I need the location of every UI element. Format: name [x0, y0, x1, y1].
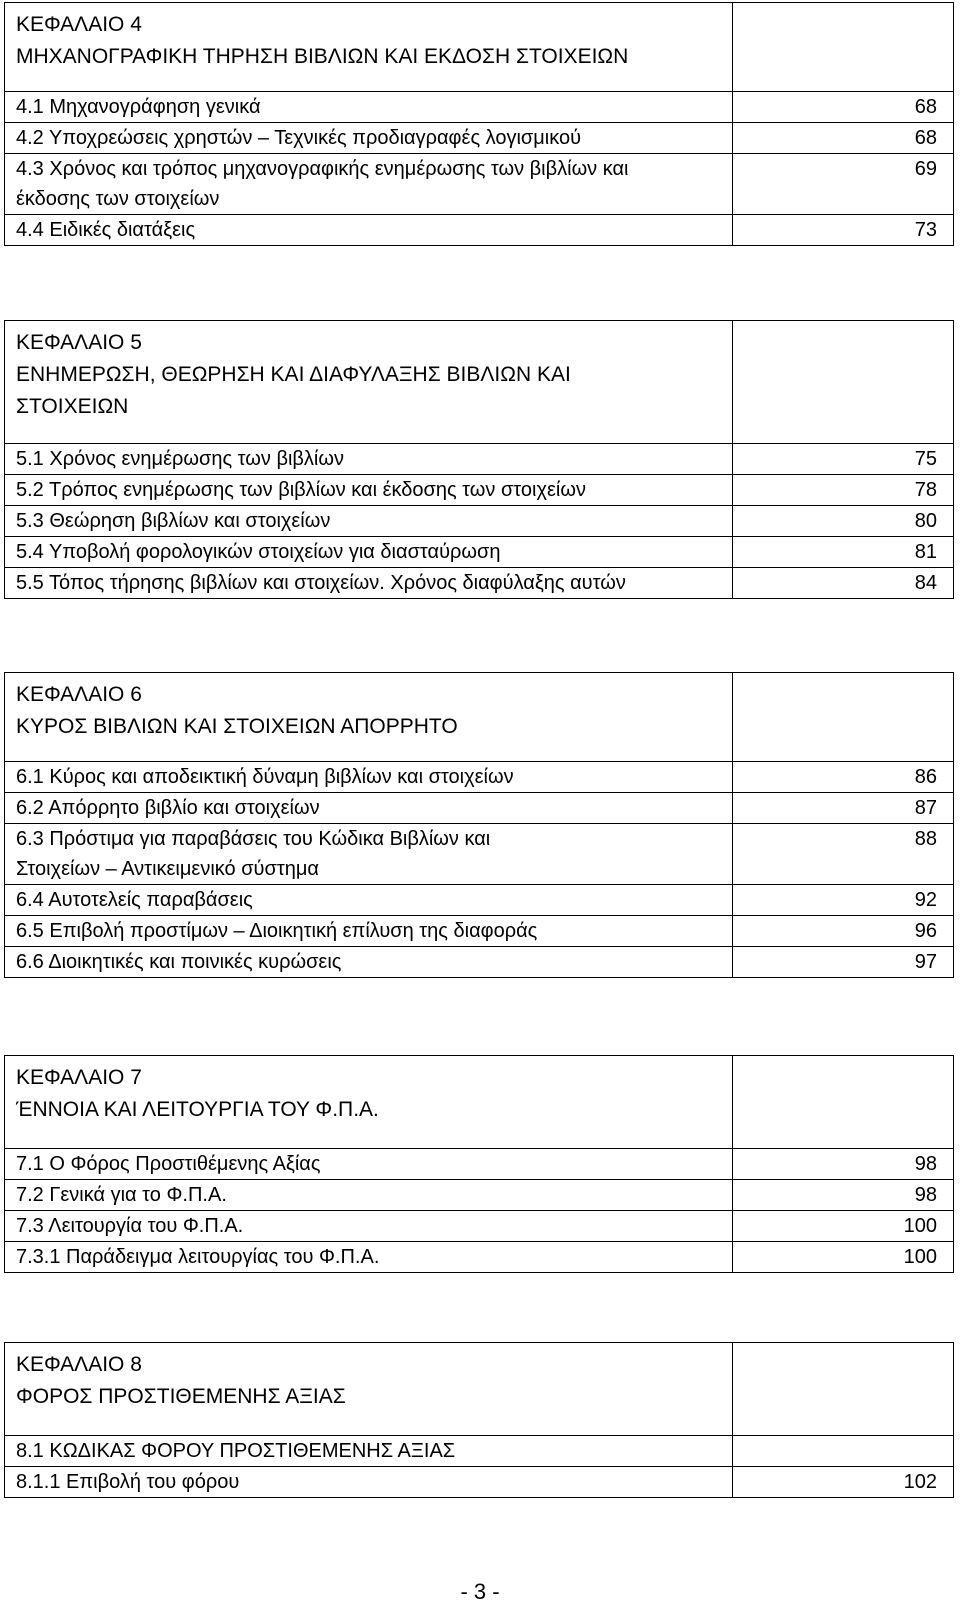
toc-entry-page: 84 — [733, 568, 954, 598]
toc-entry-title: 5.3 Θεώρηση βιβλίων και στοιχείων — [4, 506, 733, 536]
toc-entry-title: 4.3 Χρόνος και τρόπος μηχανογραφικής ενημέρωσης των βιβλίων και έκδοσης των στοιχείων — [4, 154, 733, 214]
toc-entry-title: 5.1 Χρόνος ενημέρωσης των βιβλίων — [4, 444, 733, 474]
toc-entry-row[interactable] — [4, 947, 954, 978]
toc-entry-row[interactable] — [4, 215, 954, 246]
toc-entry-title: 7.3.1 Παράδειγμα λειτουργίας του Φ.Π.Α. — [4, 1242, 733, 1272]
chapter-heading — [4, 321, 733, 443]
chapter-block — [4, 320, 954, 599]
toc-entry-page: 96 — [733, 916, 954, 946]
toc-entry-title: 6.4 Αυτοτελείς παραβάσεις — [4, 885, 733, 915]
chapter-block — [4, 672, 954, 978]
toc-entry-row[interactable] — [4, 885, 954, 916]
toc-entry-title: 6.3 Πρόστιμα για παραβάσεις του Κώδικα Βιβλίων και Στοιχείων – Αντικειμενικό σύστημα — [4, 824, 733, 884]
chapter-heading-page-cell — [733, 3, 954, 91]
toc-entry-row[interactable] — [4, 92, 954, 123]
chapter-heading — [4, 3, 733, 91]
toc-entry-title: 4.1 Μηχανογράφηση γενικά — [4, 92, 733, 122]
toc-entry-row[interactable] — [4, 1467, 954, 1498]
toc-entry-row[interactable] — [4, 1180, 954, 1211]
toc-entry-title: 7.2 Γενικά για το Φ.Π.Α. — [4, 1180, 733, 1210]
chapter-number: ΚΕΦΑΛΑΙΟ 6 — [16, 683, 142, 706]
toc-entry-row[interactable] — [4, 444, 954, 475]
toc-entry-row[interactable] — [4, 568, 954, 599]
toc-entry-title: 6.5 Επιβολή προστίμων – Διοικητική επίλυση της διαφοράς — [4, 916, 733, 946]
toc-entry-page: 88 — [733, 824, 954, 884]
toc-entry-title: 6.1 Κύρος και αποδεικτική δύναμη βιβλίων και στοιχείων — [4, 762, 733, 792]
toc-entry-page: 68 — [733, 123, 954, 153]
toc-entry-page: 87 — [733, 793, 954, 823]
toc-entry-row[interactable] — [4, 916, 954, 947]
toc-entry-page: 80 — [733, 506, 954, 536]
toc-entry-page: 92 — [733, 885, 954, 915]
toc-entry-page: 78 — [733, 475, 954, 505]
toc-entry-row[interactable] — [4, 1242, 954, 1273]
toc-entry-row[interactable] — [4, 123, 954, 154]
toc-entry-page: 98 — [733, 1180, 954, 1210]
chapter-heading-row — [4, 1055, 954, 1149]
toc-entry-title: 6.6 Διοικητικές και ποινικές κυρώσεις — [4, 947, 733, 977]
toc-entry-title: 4.2 Υποχρεώσεις χρηστών – Τεχνικές προδιαγραφές λογισμικού — [4, 123, 733, 153]
toc-entry-title: 4.4 Ειδικές διατάξεις — [4, 215, 733, 245]
chapter-title: ΦΟΡΟΣ ΠΡΟΣΤΙΘΕΜΕΝΗΣ ΑΞΙΑΣ — [16, 1385, 346, 1408]
toc-entry-page: 86 — [733, 762, 954, 792]
toc-entry-row[interactable] — [4, 537, 954, 568]
toc-entry-title: 6.2 Απόρρητο βιβλίο και στοιχείων — [4, 793, 733, 823]
chapter-heading-row — [4, 672, 954, 762]
toc-entry-row[interactable] — [4, 506, 954, 537]
chapter-title: ΈΝΝΟΙΑ ΚΑΙ ΛΕΙΤΟΥΡΓΙΑ ΤΟΥ Φ.Π.Α. — [16, 1098, 379, 1121]
chapter-title: ΕΝΗΜΕΡΩΣΗ, ΘΕΩΡΗΣΗ ΚΑΙ ΔΙΑΦΥΛΑΞΗΣ ΒΙΒΛΙΩΝ ΚΑΙ — [16, 363, 571, 386]
chapter-block — [4, 1342, 954, 1498]
toc-entry-row[interactable] — [4, 793, 954, 824]
toc-entry-title: 5.5 Τόπος τήρησης βιβλίων και στοιχείων. Χρόνος διαφύλαξης αυτών — [4, 568, 733, 598]
chapter-heading-page-cell — [733, 1343, 954, 1435]
toc-entry-page: 75 — [733, 444, 954, 474]
chapter-heading-row — [4, 2, 954, 92]
chapter-number: ΚΕΦΑΛΑΙΟ 4 — [16, 13, 142, 36]
chapter-heading-page-cell — [733, 321, 954, 443]
toc-entry-row[interactable] — [4, 154, 954, 215]
toc-entry-page: 100 — [733, 1211, 954, 1241]
toc-entry-row[interactable] — [4, 762, 954, 793]
chapter-number: ΚΕΦΑΛΑΙΟ 8 — [16, 1353, 142, 1376]
toc-entry-title: 8.1.1 Επιβολή του φόρου — [4, 1467, 733, 1497]
chapter-title: ΜΗΧΑΝΟΓΡΑΦΙΚΗ ΤΗΡΗΣΗ ΒΙΒΛΙΩΝ ΚΑΙ ΕΚΔΟΣΗ ΣΤΟΙΧΕΙΩΝ — [16, 45, 629, 68]
toc-entry-title: 8.1 ΚΩΔΙΚΑΣ ΦΟΡΟΥ ΠΡΟΣΤΙΘΕΜΕΝΗΣ ΑΞΙΑΣ — [4, 1436, 733, 1466]
toc-entry-title: 7.1 Ο Φόρος Προστιθέμενης Αξίας — [4, 1149, 733, 1179]
chapter-number: ΚΕΦΑΛΑΙΟ 5 — [16, 331, 142, 354]
chapter-title: ΣΤΟΙΧΕΙΩΝ — [16, 395, 129, 418]
toc-entry-page: 68 — [733, 92, 954, 122]
chapter-heading-page-cell — [733, 673, 954, 761]
chapter-heading — [4, 673, 733, 761]
toc-entry-page: 100 — [733, 1242, 954, 1272]
chapter-title: ΚΥΡΟΣ ΒΙΒΛΙΩΝ ΚΑΙ ΣΤΟΙΧΕΙΩΝ ΑΠΟΡΡΗΤΟ — [16, 715, 458, 738]
toc-entry-page: 102 — [733, 1467, 954, 1497]
chapter-heading-page-cell — [733, 1056, 954, 1148]
chapter-number: ΚΕΦΑΛΑΙΟ 7 — [16, 1066, 142, 1089]
toc-entry-title: 5.4 Υποβολή φορολογικών στοιχείων για διασταύρωση — [4, 537, 733, 567]
chapter-block — [4, 2, 954, 246]
toc-entry-row[interactable] — [4, 1149, 954, 1180]
chapter-heading-row — [4, 1342, 954, 1436]
toc-entry-page: 98 — [733, 1149, 954, 1179]
toc-entry-page — [733, 1436, 954, 1466]
page-number: - 3 - — [460, 1579, 500, 1604]
chapter-block — [4, 1055, 954, 1273]
toc-entry-row[interactable] — [4, 824, 954, 885]
toc-entry-row[interactable] — [4, 1211, 954, 1242]
toc-entry-row[interactable] — [4, 475, 954, 506]
chapter-heading — [4, 1056, 733, 1148]
chapter-heading — [4, 1343, 733, 1435]
toc-entry-title: 5.2 Τρόπος ενημέρωσης των βιβλίων και έκδοσης των στοιχείων — [4, 475, 733, 505]
toc-entry-page: 69 — [733, 154, 954, 214]
toc-entry-page: 97 — [733, 947, 954, 977]
toc-entry-page: 81 — [733, 537, 954, 567]
toc-entry-page: 73 — [733, 215, 954, 245]
toc-entry-title: 7.3 Λειτουργία του Φ.Π.Α. — [4, 1211, 733, 1241]
toc-entry-row[interactable] — [4, 1436, 954, 1467]
chapter-heading-row — [4, 320, 954, 444]
